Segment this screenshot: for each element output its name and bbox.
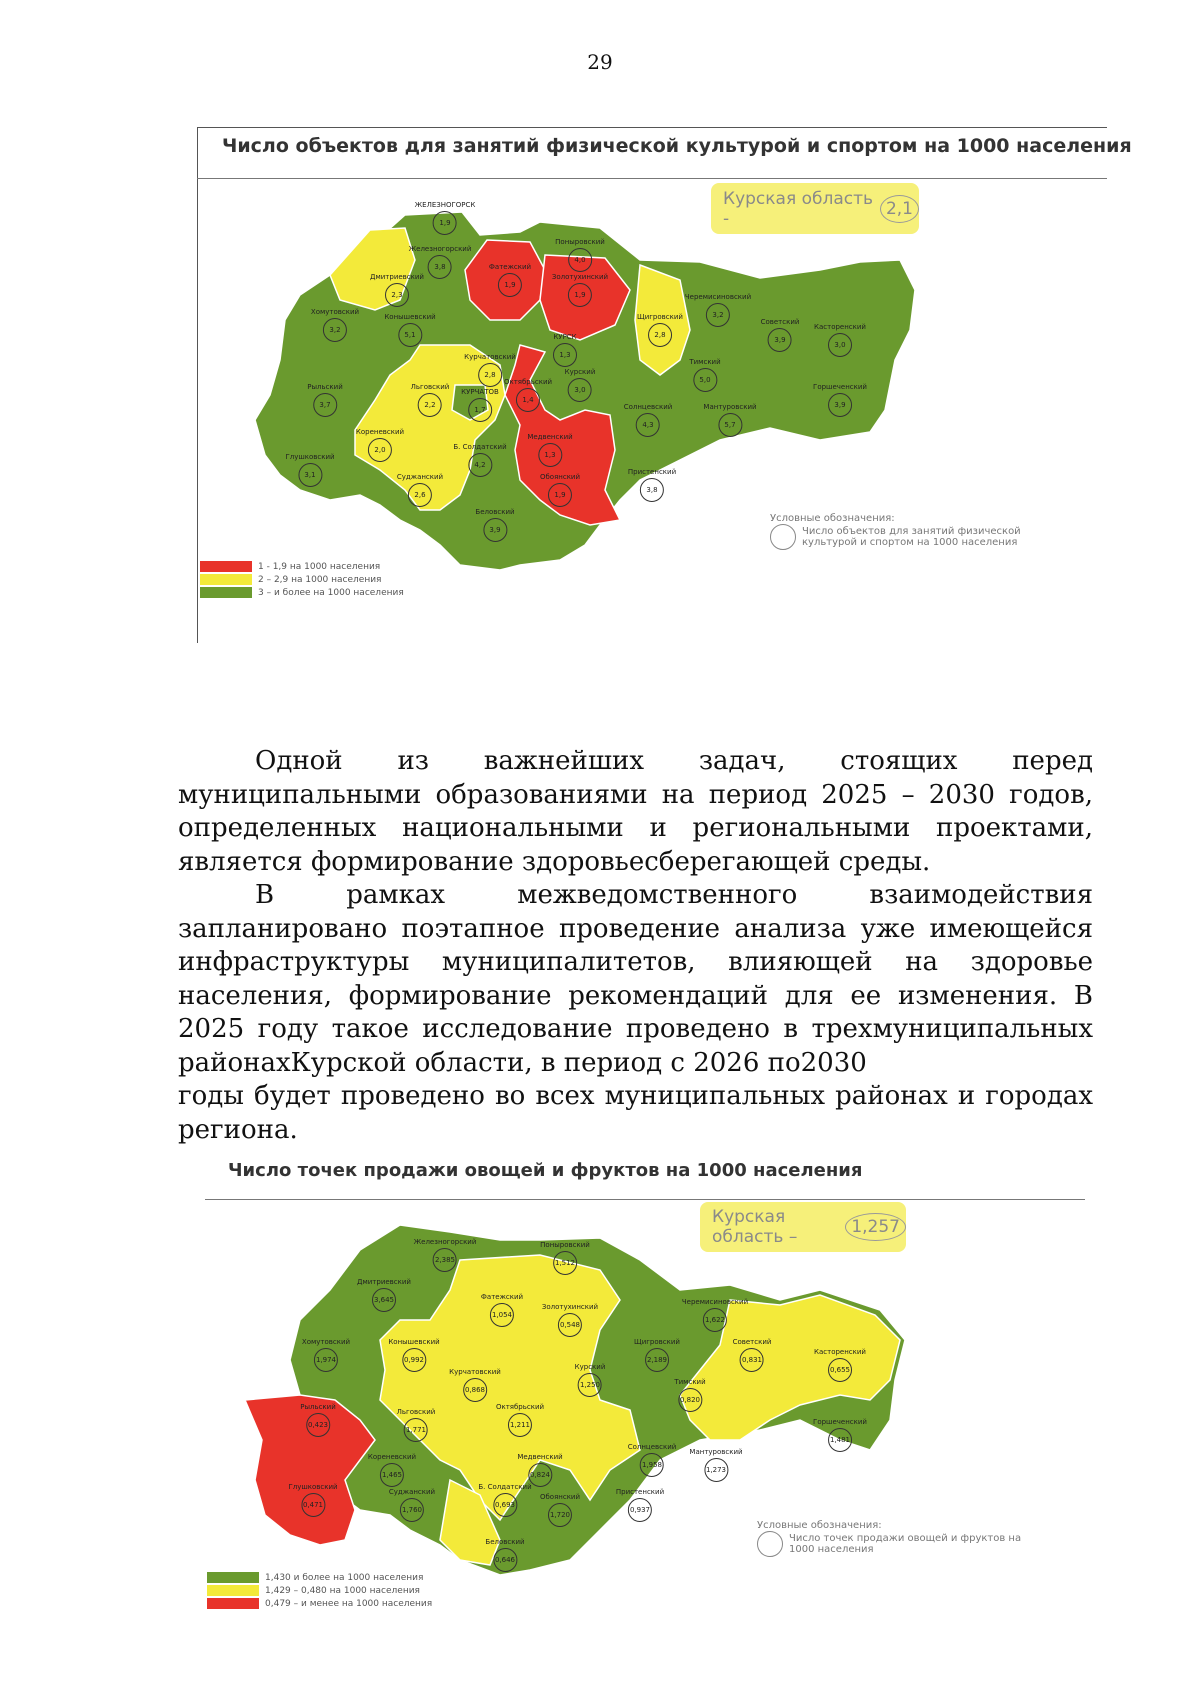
- map1-district: [552, 273, 608, 307]
- map1-district: [814, 323, 866, 357]
- map2-district-name: Солнцевский: [627, 1443, 677, 1451]
- map1-district-value: 3,9: [768, 328, 792, 352]
- map1-district-value: 5,1: [398, 323, 422, 347]
- legend-label: 0,479 – и менее на 1000 населения: [265, 1598, 433, 1609]
- map1-district-name: Щигровский: [637, 313, 683, 321]
- paragraph-3: годы будет проведено во всех муниципальных районах и городах региона.: [178, 1081, 1093, 1145]
- map1-district: [307, 383, 343, 417]
- map1-district-value: 3,0: [828, 333, 852, 357]
- map1-district: [703, 403, 756, 437]
- map2-district: [634, 1338, 680, 1372]
- map2-district-value: 0,868: [463, 1378, 487, 1402]
- map2-district-name: Курский: [574, 1363, 606, 1371]
- body-text: [178, 745, 1093, 1147]
- map1-district: [285, 453, 334, 487]
- map1-district-value: 1,9: [568, 283, 592, 307]
- map2-district-value: 0,831: [740, 1348, 764, 1372]
- map1-district-name: Курский: [564, 368, 596, 376]
- map2-district-name: Хомутовский: [301, 1338, 351, 1346]
- map1-district: [453, 443, 506, 477]
- map1-conditions-desc: Число объектов для занятий физической культурой и спортом на 1000 населения: [802, 526, 1021, 548]
- map1-district-name: Солнцевский: [623, 403, 673, 411]
- map1-district: [689, 358, 720, 392]
- map2-district: [542, 1303, 598, 1337]
- map1-district-value: 3,2: [706, 303, 730, 327]
- map1-district: [685, 293, 751, 327]
- map2-district-value: 3,645: [372, 1288, 396, 1312]
- map1-district-value: 3,1: [298, 463, 322, 487]
- map2-district-name: Дмитриевский: [357, 1278, 411, 1286]
- map2-district-name: Беловский: [485, 1538, 525, 1546]
- map1-district: [384, 313, 435, 347]
- map2-district-value: 0,646: [493, 1548, 517, 1572]
- map1-district-name: Фатежский: [488, 263, 532, 271]
- map2-district-value: 0,471: [301, 1493, 325, 1517]
- map1-district: [540, 473, 580, 507]
- map2-district-name: Щигровский: [634, 1338, 680, 1346]
- map1-region-value: 2,1: [880, 195, 919, 223]
- map2-district-value: 0,693: [493, 1493, 517, 1517]
- map2-district-name: Пристенский: [615, 1488, 665, 1496]
- map1-district-value: 1,9: [433, 211, 457, 235]
- map2-district: [517, 1453, 562, 1487]
- map1-district: [397, 473, 443, 507]
- map2-district-name: Черемисиновский: [681, 1298, 749, 1306]
- map1-district-name: Льговский: [410, 383, 450, 391]
- map1-legend: [200, 560, 404, 599]
- map1-district: [637, 313, 683, 347]
- map2-district-value: 1,720: [548, 1503, 572, 1527]
- map2-legend: [207, 1571, 432, 1610]
- map1-district: [624, 403, 673, 437]
- map2-district: [540, 1493, 580, 1527]
- map1-district-name: Поныровский: [555, 238, 605, 246]
- map1-district-value: 1,3: [553, 343, 577, 367]
- map2-district-name: Железногорский: [413, 1238, 477, 1246]
- map1-district: [565, 368, 596, 402]
- map2-district: [496, 1403, 544, 1437]
- map2-district: [674, 1378, 705, 1412]
- map2-conditions-desc: Число точек продажи овощей и фруктов на 1000 населения: [789, 1533, 1022, 1555]
- map2-district-value: 1,465: [380, 1463, 404, 1487]
- map1-district-value: 5,0: [693, 368, 717, 392]
- map2-district-value: 0,655: [828, 1358, 852, 1382]
- map1-district-value: 3,9: [483, 518, 507, 542]
- paragraph-2: В рамках межведомственного взаимодействия запланировано поэтапное проведение анализа уже имеющейся инфраструктуры муниципалитетов, влияющей на здоровье населения, формирование рекомендаций для ее изменения. В 2025 году такое исследование проведено в трехмуниципальных районахКурской области, в период с 2026 по2030: [178, 880, 1093, 1078]
- map1-district-value: 2,8: [648, 323, 672, 347]
- map2-district-value: 1,974: [314, 1348, 338, 1372]
- map1-district: [370, 273, 424, 307]
- legend-swatch: [200, 561, 252, 572]
- map2-district: [389, 1488, 435, 1522]
- map1-district: [311, 308, 359, 342]
- map2-district: [357, 1278, 411, 1312]
- map1-district-value: 2,6: [408, 483, 432, 507]
- map1-district: [475, 508, 514, 542]
- map2-district-name: Кореневский: [367, 1453, 417, 1461]
- map1-title: Число объектов для занятий физической культурой и спортом на 1000 населения: [222, 135, 1132, 157]
- map1-district-name: Октябрьский: [503, 378, 553, 386]
- map1-district-name: Глушковский: [285, 453, 335, 461]
- map2-district: [628, 1443, 677, 1477]
- map2-district-name: Курчатовский: [449, 1368, 501, 1376]
- map2-district-value: 1,771: [404, 1418, 428, 1442]
- map1-district-name: Железногорский: [408, 245, 472, 253]
- legend-label: 1,430 и более на 1000 населения: [265, 1572, 424, 1583]
- map2-district-name: Поныровский: [540, 1241, 590, 1249]
- map2-district-value: 0,937: [628, 1498, 652, 1522]
- map1-district-name: Тимский: [689, 358, 721, 366]
- map1-district-value: 3,2: [323, 318, 347, 342]
- map2-district-name: Касторенский: [814, 1348, 866, 1356]
- map1-district-name: Черемисиновский: [684, 293, 752, 301]
- map2-district-name: Горшеченский: [813, 1418, 867, 1426]
- map2-legend-item: [207, 1584, 432, 1597]
- map1-district: [504, 378, 552, 412]
- map1-district-name: Дмитриевский: [370, 273, 424, 281]
- map1-district-name: Обоянский: [539, 473, 581, 481]
- map2-district-name: Суджанский: [388, 1488, 436, 1496]
- map2-district: [485, 1538, 524, 1572]
- map2-district-name: Октябрьский: [495, 1403, 545, 1411]
- legend-label: 1,429 – 0,480 на 1000 населения: [265, 1585, 420, 1596]
- map2-district: [449, 1368, 501, 1402]
- map1-district-value: 3,8: [640, 478, 664, 502]
- circle-icon: [757, 1531, 783, 1557]
- map2-district-name: Советский: [732, 1338, 772, 1346]
- map1-district-value: 1,9: [548, 483, 572, 507]
- map2-district-value: 0,423: [306, 1413, 330, 1437]
- map1-district-name: Конышевский: [384, 313, 436, 321]
- map2-title: Число точек продажи овощей и фруктов на 1000 населения: [228, 1160, 863, 1181]
- map2-district: [478, 1483, 531, 1517]
- map1-district-name: КУРЧАТОВ: [461, 388, 499, 396]
- map2-region-label: Курская область –: [712, 1207, 798, 1247]
- map2-district-value: 1,250: [578, 1373, 602, 1397]
- map1-district-name: ЖЕЛЕЗНОГОРСК: [414, 201, 476, 209]
- map2-legend-item: [207, 1571, 432, 1584]
- map1-district-name: Суджанский: [396, 473, 444, 481]
- legend-swatch: [200, 587, 252, 598]
- map1-district: [761, 318, 800, 352]
- map1-district-value: 1,3: [538, 443, 562, 467]
- map2-district: [388, 1338, 439, 1372]
- map2-district: [733, 1338, 772, 1372]
- map2-legend-item: [207, 1597, 432, 1610]
- map1-district-name: Горшеченский: [813, 383, 867, 391]
- map1-district-value: 2,2: [418, 393, 442, 417]
- map1-district: [555, 238, 605, 272]
- map2-district-value: 1,622: [703, 1308, 727, 1332]
- map1-district: [628, 468, 676, 502]
- map2-district-name: Конышевский: [388, 1338, 440, 1346]
- map2-district-value: 1,481: [828, 1428, 852, 1452]
- map2-region-value: 1,257: [845, 1213, 906, 1241]
- legend-swatch: [207, 1572, 259, 1583]
- map2-district-value: 1,512: [553, 1251, 577, 1275]
- page-number: 29: [587, 50, 613, 74]
- map2-district-value: 0,548: [558, 1313, 582, 1337]
- map1-district: [461, 388, 499, 422]
- map1-conditions: [770, 513, 1070, 550]
- map2-district-value: 0,820: [678, 1388, 702, 1412]
- map2-district-name: Льговский: [396, 1408, 436, 1416]
- map1-district-name: КУРСК: [553, 333, 577, 341]
- map1-legend-item: [200, 560, 404, 573]
- map1-district-name: Курчатовский: [464, 353, 516, 361]
- circle-icon: [770, 524, 796, 550]
- map2-district: [689, 1448, 742, 1482]
- map2-district-name: Глушковский: [288, 1483, 338, 1491]
- map1-district-value: 3,7: [313, 393, 337, 417]
- map1-district-value: 1,9: [498, 273, 522, 297]
- map2-district: [540, 1241, 590, 1275]
- map1-district-value: 3,8: [428, 255, 452, 279]
- map1-district-value: 2,3: [385, 283, 409, 307]
- map1-district-value: 3,0: [568, 378, 592, 402]
- map2-district-value: 1,273: [704, 1458, 728, 1482]
- map2-title-divider: [205, 1199, 1085, 1200]
- map1-district-value: 1,4: [516, 388, 540, 412]
- map1-conditions-title: Условные обозначения:: [770, 513, 895, 524]
- legend-label: 1 - 1,9 на 1000 населения: [258, 561, 381, 572]
- map1-district-value: 4,0: [568, 248, 592, 272]
- map1-district-value: 3,9: [828, 393, 852, 417]
- map2-district-name: Тимский: [674, 1378, 706, 1386]
- map2-district: [300, 1403, 336, 1437]
- map1-district: [813, 383, 867, 417]
- map2-district-name: Фатежский: [480, 1293, 524, 1301]
- map1-district-name: Пристенский: [627, 468, 677, 476]
- map2-conditions: [757, 1520, 1087, 1557]
- map1-district-value: 5,7: [718, 413, 742, 437]
- map2-district-value: 2,189: [645, 1348, 669, 1372]
- map1-district-value: 4,3: [636, 413, 660, 437]
- map1-district: [527, 433, 572, 467]
- map2-district-value: 1,760: [400, 1498, 424, 1522]
- map2-district-value: 1,958: [640, 1453, 664, 1477]
- map2-district-value: 1,211: [508, 1413, 532, 1437]
- map1-district: [411, 383, 450, 417]
- map2-district: [616, 1488, 664, 1522]
- map2-district: [813, 1418, 867, 1452]
- legend-label: 2 – 2,9 на 1000 населения: [258, 574, 382, 585]
- map2-district: [814, 1348, 866, 1382]
- map2-district: [682, 1298, 748, 1332]
- map2-district: [368, 1453, 416, 1487]
- map1-district: [356, 428, 404, 462]
- map2-district: [397, 1408, 436, 1442]
- map1-district-name: Мантуровский: [703, 403, 757, 411]
- map2-conditions-title: Условные обозначения:: [757, 1520, 882, 1531]
- map2-region-badge: [700, 1202, 906, 1252]
- map1-district-name: Касторенский: [814, 323, 866, 331]
- map1-district-name: Рыльский: [307, 383, 343, 391]
- map2-district-name: Медвенский: [517, 1453, 563, 1461]
- map1-district-value: 2,8: [478, 363, 502, 387]
- map1-district: [489, 263, 531, 297]
- map2-district-name: Золотухинский: [541, 1303, 599, 1311]
- map2-district: [414, 1238, 477, 1272]
- map2-district: [481, 1293, 523, 1327]
- map2-district-value: 1,054: [490, 1303, 514, 1327]
- map2-district: [302, 1338, 350, 1372]
- map1-legend-item: [200, 586, 404, 599]
- map1-district-name: Советский: [760, 318, 800, 326]
- paragraph-1: Одной из важнейших задач, стоящих перед муниципальными образованиями на период 2025 – 2030 годов, определенных национальными и региональными проектами, является формирование здоровьесберегающей среды.: [178, 746, 1093, 877]
- map1-district-name: Золотухинский: [551, 273, 609, 281]
- legend-label: 3 – и более на 1000 населения: [258, 587, 404, 598]
- map2-district-value: 0,824: [528, 1463, 552, 1487]
- map1-region-label: Курская область -: [723, 188, 874, 229]
- map2-district-name: Рыльский: [300, 1403, 336, 1411]
- map2-district-name: Обоянский: [539, 1493, 581, 1501]
- map2-district-value: 0,992: [402, 1348, 426, 1372]
- map1-district-name: Беловский: [475, 508, 515, 516]
- legend-swatch: [207, 1585, 259, 1596]
- map1-district-name: Хомутовский: [310, 308, 360, 316]
- map1-district-name: Медвенский: [527, 433, 573, 441]
- map2-district: [575, 1363, 606, 1397]
- map2-district-name: Б. Солдатский: [478, 1483, 532, 1491]
- map1-district-value: 4,2: [468, 453, 492, 477]
- map1-legend-item: [200, 573, 404, 586]
- map2-district-value: 2,385: [433, 1248, 457, 1272]
- map1-district-name: Б. Солдатский: [453, 443, 507, 451]
- map1-district-value: 2,0: [368, 438, 392, 462]
- map1-district-name: Кореневский: [355, 428, 405, 436]
- map2-district-name: Мантуровский: [689, 1448, 743, 1456]
- legend-swatch: [200, 574, 252, 585]
- legend-swatch: [207, 1598, 259, 1609]
- map1-district: [553, 333, 577, 367]
- map1-district-value: 1,7: [468, 398, 492, 422]
- map2-district: [288, 1483, 337, 1517]
- map1-district: [415, 201, 476, 235]
